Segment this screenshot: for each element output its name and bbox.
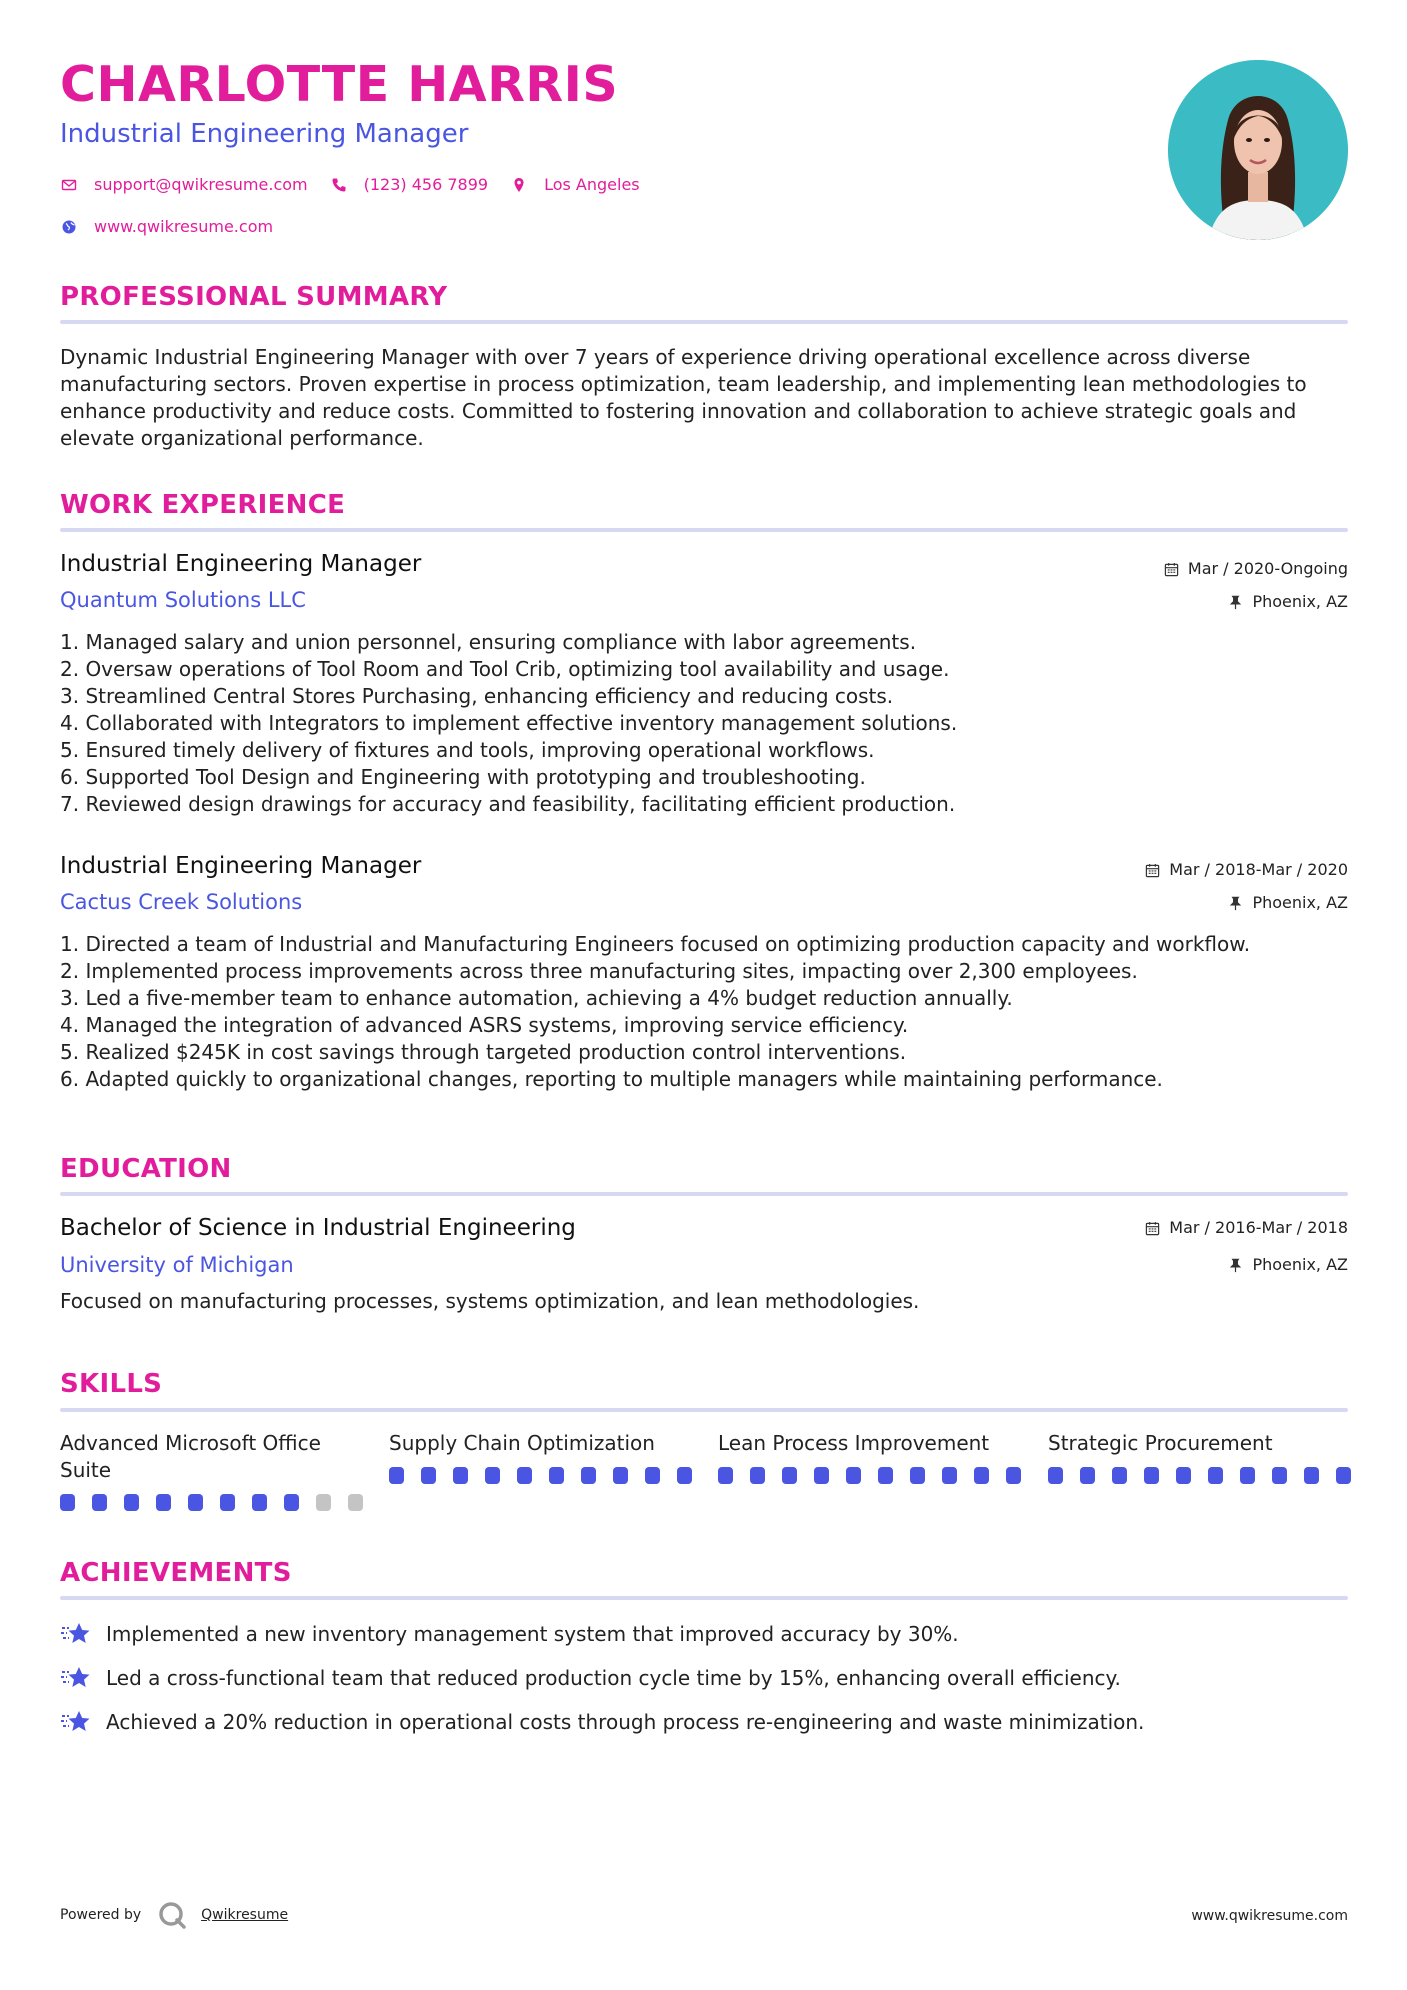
rating-dot-filled	[974, 1467, 989, 1484]
skill-item	[1048, 1430, 1348, 1457]
job-2-location	[1228, 895, 1348, 911]
contact-phone[interactable]	[330, 175, 488, 194]
calendar-icon	[1164, 562, 1179, 577]
job-2-dates	[1145, 862, 1348, 878]
calendar-icon	[1145, 1221, 1160, 1236]
skill-item	[718, 1430, 1018, 1457]
rating-dot-filled	[1144, 1467, 1159, 1484]
education-dates-text: Mar / 2016-Mar / 2018	[1169, 1218, 1348, 1237]
list-item: 1. Managed salary and union personnel, ensuring compliance with labor agreements.	[60, 630, 917, 654]
list-item: 3. Streamlined Central Stores Purchasing, enhancing efficiency and reducing costs.	[60, 684, 894, 708]
list-item: 5. Realized $245K in cost savings through targeted production control interventions.	[60, 1040, 907, 1064]
experience-heading: WORK EXPERIENCE	[60, 490, 346, 520]
education-school: University of Michigan	[60, 1253, 294, 1277]
achievement-text: Led a cross-functional team that reduced production cycle time by 15%, enhancing overall efficiency.	[106, 1666, 1121, 1690]
education-heading: EDUCATION	[60, 1154, 232, 1184]
skill-name: Advanced Microsoft Office Suite	[60, 1431, 321, 1482]
rating-dot-filled	[389, 1467, 404, 1484]
powered-by-label: Powered by	[60, 1907, 142, 1923]
rating-dot-filled	[1006, 1467, 1021, 1484]
skill-name: Strategic Procurement	[1048, 1431, 1273, 1455]
achievement-item	[60, 1664, 1121, 1692]
education-description: Focused on manufacturing processes, systems optimization, and lean methodologies.	[60, 1289, 920, 1313]
rating-dot-filled	[60, 1494, 75, 1511]
job-1-location	[1228, 594, 1348, 610]
rating-dot-filled	[1208, 1467, 1223, 1484]
job-2-bullets	[60, 931, 1348, 1093]
summary-heading: PROFESSIONAL SUMMARY	[60, 282, 448, 312]
contact-website[interactable]	[60, 217, 273, 236]
calendar-icon	[1145, 863, 1160, 878]
education-location-text: Phoenix, AZ	[1252, 1255, 1348, 1274]
rating-dot-filled	[284, 1494, 299, 1511]
rating-dot-filled	[188, 1494, 203, 1511]
rating-dot-filled	[485, 1467, 500, 1484]
rating-dot-filled	[252, 1494, 267, 1511]
achievements-heading: ACHIEVEMENTS	[60, 1558, 292, 1588]
education-location	[1228, 1257, 1348, 1273]
skills-divider	[60, 1408, 1348, 1412]
job-1-bullets	[60, 629, 1348, 818]
skill-rating	[718, 1467, 1038, 1484]
rating-dot-filled	[942, 1467, 957, 1484]
rating-dot-empty	[316, 1494, 331, 1511]
list-item: 7. Reviewed design drawings for accuracy and feasibility, facilitating efficient production.	[60, 792, 956, 816]
rating-dot-filled	[718, 1467, 733, 1484]
candidate-title: Industrial Engineering Manager	[60, 119, 469, 149]
list-item: 3. Led a five-member team to enhance automation, achieving a 4% budget reduction annually.	[60, 986, 1013, 1010]
education-degree: Bachelor of Science in Industrial Engineering	[60, 1215, 576, 1241]
rating-dot-filled	[1240, 1467, 1255, 1484]
star-badge-icon	[60, 1620, 92, 1648]
job-1-dates	[1164, 561, 1348, 577]
pushpin-icon	[1228, 896, 1243, 911]
rating-dot-filled	[156, 1494, 171, 1511]
list-item: 2. Implemented process improvements across three manufacturing sites, impacting over 2,300 employees.	[60, 959, 1138, 983]
skill-rating	[1048, 1467, 1368, 1484]
location-text: Los Angeles	[544, 175, 640, 194]
phone-text: (123) 456 7899	[363, 175, 489, 194]
pushpin-icon	[1228, 595, 1243, 610]
star-badge-icon	[60, 1664, 92, 1692]
rating-dot-filled	[1048, 1467, 1063, 1484]
job-2-location-text: Phoenix, AZ	[1252, 893, 1348, 912]
job-2-dates-text: Mar / 2018-Mar / 2020	[1169, 860, 1348, 879]
job-1-company: Quantum Solutions LLC	[60, 588, 306, 612]
footer-powered	[60, 1900, 288, 1930]
rating-dot-filled	[645, 1467, 660, 1484]
skill-item	[389, 1430, 689, 1457]
rating-dot-filled	[1304, 1467, 1319, 1484]
rating-dot-filled	[1176, 1467, 1191, 1484]
rating-dot-filled	[220, 1494, 235, 1511]
pushpin-icon	[1228, 1258, 1243, 1273]
rating-dot-filled	[878, 1467, 893, 1484]
rating-dot-filled	[1272, 1467, 1287, 1484]
globe-icon	[60, 218, 78, 236]
job-2-company: Cactus Creek Solutions	[60, 890, 303, 914]
job-2-title: Industrial Engineering Manager	[60, 853, 422, 879]
list-item: 2. Oversaw operations of Tool Room and Tool Crib, optimizing tool availability and usage.	[60, 657, 950, 681]
list-item: 1. Directed a team of Industrial and Manufacturing Engineers focused on optimizing production capacity and workflow.	[60, 932, 1251, 956]
rating-dot-filled	[1112, 1467, 1127, 1484]
education-dates	[1145, 1220, 1348, 1236]
skill-rating	[389, 1467, 709, 1484]
rating-dot-filled	[613, 1467, 628, 1484]
list-item: 6. Adapted quickly to organizational changes, reporting to multiple managers while maintaining performance.	[60, 1067, 1163, 1091]
rating-dot-empty	[348, 1494, 363, 1511]
rating-dot-filled	[750, 1467, 765, 1484]
rating-dot-filled	[677, 1467, 692, 1484]
rating-dot-filled	[846, 1467, 861, 1484]
rating-dot-filled	[782, 1467, 797, 1484]
skills-heading: SKILLS	[60, 1369, 163, 1399]
candidate-name: CHARLOTTE HARRIS	[60, 56, 619, 113]
contact-location	[510, 175, 640, 194]
rating-dot-filled	[124, 1494, 139, 1511]
footer-url[interactable]: www.qwikresume.com	[1191, 1908, 1348, 1924]
star-badge-icon	[60, 1708, 92, 1736]
rating-dot-filled	[549, 1467, 564, 1484]
email-text: support@qwikresume.com	[94, 175, 308, 194]
education-divider	[60, 1192, 1348, 1196]
contact-email[interactable]	[60, 175, 308, 194]
list-item: 5. Ensured timely delivery of fixtures and tools, improving operational workflows.	[60, 738, 875, 762]
achievement-text: Achieved a 20% reduction in operational costs through process re-engineering and waste minimization.	[106, 1710, 1145, 1734]
map-pin-icon	[510, 176, 528, 194]
rating-dot-filled	[814, 1467, 829, 1484]
rating-dot-filled	[453, 1467, 468, 1484]
rating-dot-filled	[1080, 1467, 1095, 1484]
rating-dot-filled	[421, 1467, 436, 1484]
list-item: 6. Supported Tool Design and Engineering with prototyping and troubleshooting.	[60, 765, 866, 789]
achievement-item	[60, 1708, 1144, 1736]
rating-dot-filled	[92, 1494, 107, 1511]
skill-item	[60, 1430, 360, 1484]
list-item: 4. Managed the integration of advanced ASRS systems, improving service efficiency.	[60, 1013, 909, 1037]
list-item: 4. Collaborated with Integrators to implement effective inventory management solutions.	[60, 711, 958, 735]
rating-dot-filled	[581, 1467, 596, 1484]
summary-text: Dynamic Industrial Engineering Manager with over 7 years of experience driving operational excellence across diverse manufacturing sectors. Proven expertise in process optimization, team leadership, and implementing lean methodologies to enhance productivity and reduce costs. Committed to fostering innovation and collaboration to achieve strategic goals and elevate organizational performance.	[60, 345, 1307, 450]
skill-name: Supply Chain Optimization	[389, 1431, 655, 1455]
skill-name: Lean Process Improvement	[718, 1431, 990, 1455]
summary-divider	[60, 320, 1348, 324]
rating-dot-filled	[910, 1467, 925, 1484]
achievement-item	[60, 1620, 959, 1648]
experience-divider	[60, 528, 1348, 532]
job-1-dates-text: Mar / 2020-Ongoing	[1187, 559, 1348, 578]
phone-icon	[330, 176, 348, 194]
rating-dot-filled	[1336, 1467, 1351, 1484]
website-text: www.qwikresume.com	[94, 217, 274, 236]
skill-rating	[60, 1494, 380, 1511]
achievements-divider	[60, 1596, 1348, 1600]
rating-dot-filled	[517, 1467, 532, 1484]
job-1-title: Industrial Engineering Manager	[60, 551, 422, 577]
job-1-location-text: Phoenix, AZ	[1252, 592, 1348, 611]
brand-link[interactable]: Qwikresume	[201, 1907, 289, 1923]
mail-icon	[60, 176, 78, 194]
achievement-text: Implemented a new inventory management system that improved accuracy by 30%.	[106, 1622, 959, 1646]
qwikresume-logo-icon	[157, 1900, 187, 1930]
profile-photo	[1168, 60, 1348, 240]
contact-row-primary	[60, 175, 662, 194]
contact-row-secondary	[60, 217, 295, 236]
